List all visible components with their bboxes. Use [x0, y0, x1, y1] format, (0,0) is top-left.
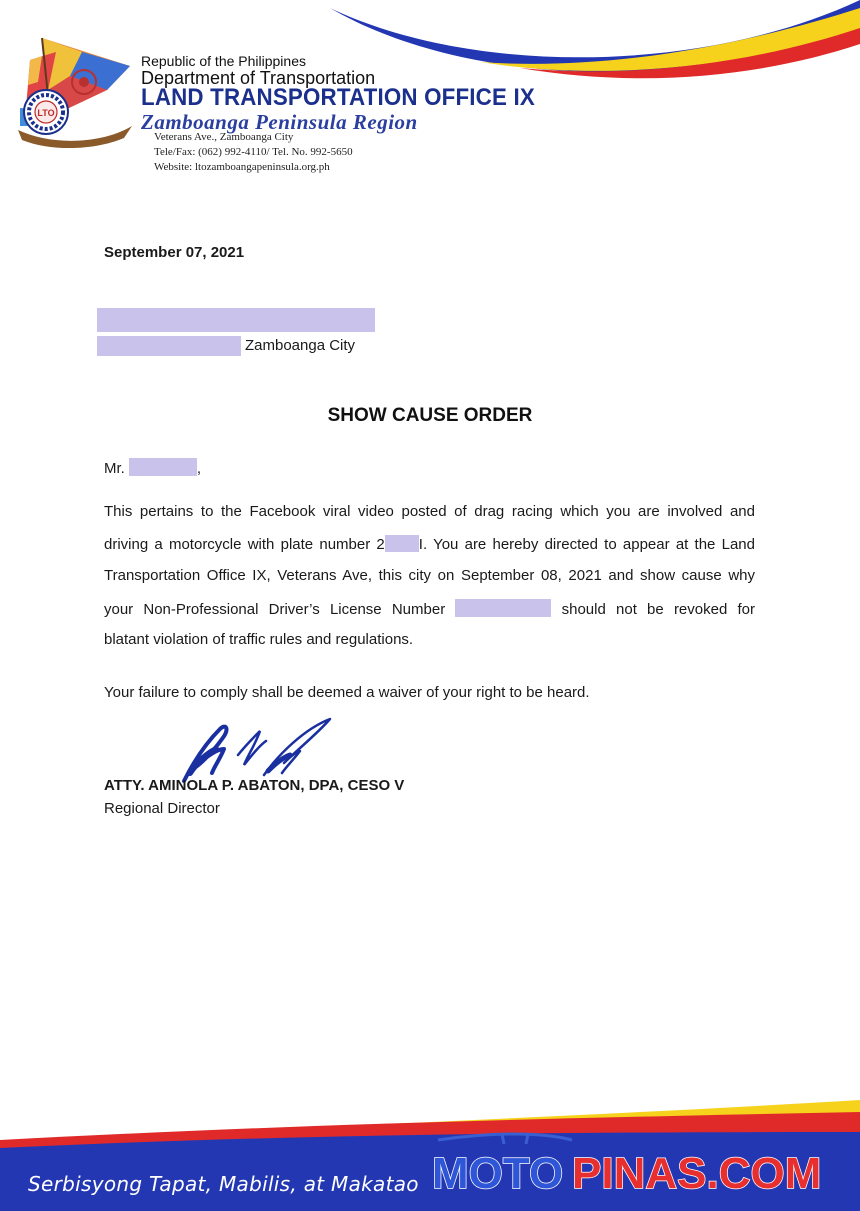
document-title: SHOW CAUSE ORDER [327, 405, 533, 426]
salutation-suffix: , [196, 460, 202, 477]
redacted-addressee-address [97, 336, 241, 356]
redacted-license-number [455, 599, 551, 617]
header-republic: Republic of the Philippines [141, 53, 306, 69]
salutation-prefix: Mr. [104, 460, 125, 477]
body-paragraph-line: This pertains to the Facebook viral video posted of drag racing which you are involved and [104, 503, 755, 520]
body-paragraph-line: Transportation Office IX, Veterans Ave, this city on September 08, 2021 and show cause why [104, 567, 755, 584]
footer-motto: Serbisyong Tapat, Mabilis, at Makatao [28, 1172, 419, 1196]
logo-text: LTO [37, 108, 55, 118]
signatory-title: Regional Director [104, 800, 220, 817]
header-website: Website: ltozamboangapeninsula.org.ph [154, 161, 330, 173]
salutation [104, 458, 201, 477]
watermark-pinas: PINAS.COM [572, 1149, 822, 1198]
watermark-moto: MOTO [432, 1149, 564, 1198]
header-region: Zamboanga Peninsula Region [141, 110, 418, 134]
redacted-addressee-name [97, 308, 375, 332]
handwritten-signature [168, 715, 348, 785]
motopinas-watermark [432, 1130, 842, 1200]
body-text-segment: your Non-Professional Driver’s License Number [104, 601, 446, 618]
letter-date: September 07, 2021 [104, 244, 245, 261]
header-address: Veterans Ave., Zamboanga City [154, 131, 294, 143]
body-paragraph-line [104, 535, 755, 553]
redacted-recipient-name [129, 458, 197, 476]
body-text-segment: I. You are hereby directed to appear at the Land [418, 536, 755, 553]
body-paragraph-line [104, 599, 755, 618]
waiver-statement: Your failure to comply shall be deemed a waiver of your right to be heard. [104, 684, 590, 701]
header-phone: Tele/Fax: (062) 992-4110/ Tel. No. 992-5650 [154, 146, 353, 158]
body-paragraph-line: blatant violation of traffic rules and regulations. [104, 631, 414, 648]
lto-logo [12, 30, 136, 150]
header-office-name: LAND TRANSPORTATION OFFICE IX [141, 84, 535, 111]
addressee-city: Zamboanga City [245, 337, 356, 354]
redacted-plate-number [385, 535, 419, 552]
body-text-segment: should not be revoked for [561, 601, 756, 618]
header-department: Department of Transportation [141, 68, 376, 88]
signatory-name: ATTY. AMINOLA P. ABATON, DPA, CESO V [104, 777, 405, 794]
body-text-segment: driving a motorcycle with plate number 2 [104, 536, 385, 553]
